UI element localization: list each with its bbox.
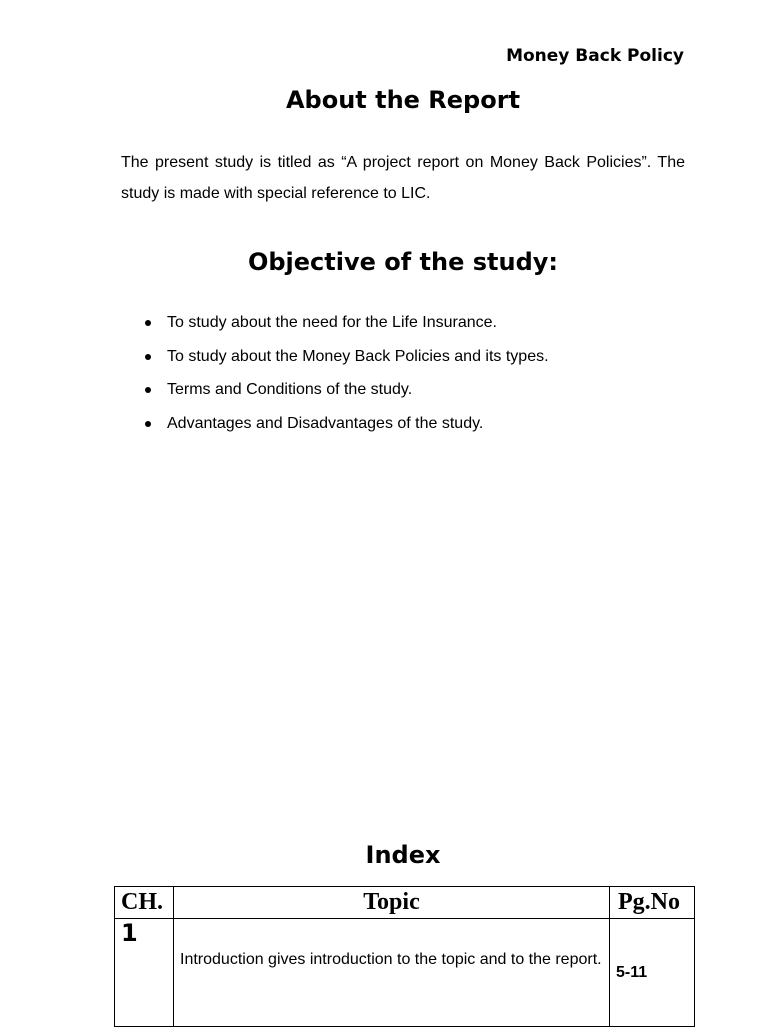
bullet-icon [145, 421, 151, 427]
running-header: Money Back Policy [506, 46, 684, 66]
index-table [114, 886, 695, 1027]
list-item-text: Advantages and Disadvantages of the study. [167, 414, 484, 432]
column-header-topic: Topic [174, 887, 610, 919]
list-item-text: To study about the Money Back Policies and its types. [167, 347, 549, 365]
table-header-row [115, 887, 695, 919]
list-item [145, 414, 549, 448]
cell-pgno: 5-11 [610, 919, 695, 1027]
bullet-icon [145, 320, 151, 326]
column-header-pgno: Pg.No [610, 887, 695, 919]
list-item-text: Terms and Conditions of the study. [167, 381, 413, 398]
list-item-text: To study about the need for the Life Insurance. [167, 314, 497, 331]
about-title: About the Report [285, 86, 521, 114]
column-header-ch: CH. [115, 887, 174, 919]
list-item [145, 380, 549, 414]
bullet-icon [145, 387, 151, 393]
list-item [145, 347, 549, 381]
about-paragraph: The present study is titled as “A project report on Money Back Policies”. The study is made with special reference to LIC. [121, 154, 685, 202]
objective-title [0, 248, 768, 276]
index-title: Index [365, 841, 441, 869]
bullet-icon [145, 354, 151, 360]
list-item [145, 313, 549, 347]
table-row [115, 919, 695, 1027]
cell-ch: 1 [115, 919, 174, 1027]
objective-list [145, 313, 549, 447]
cell-topic: Introduction gives introduction to the topic and to the report. [174, 919, 610, 1027]
objective-title-text: Objective of the study [247, 248, 549, 276]
objective-title-colon: : [548, 248, 559, 276]
